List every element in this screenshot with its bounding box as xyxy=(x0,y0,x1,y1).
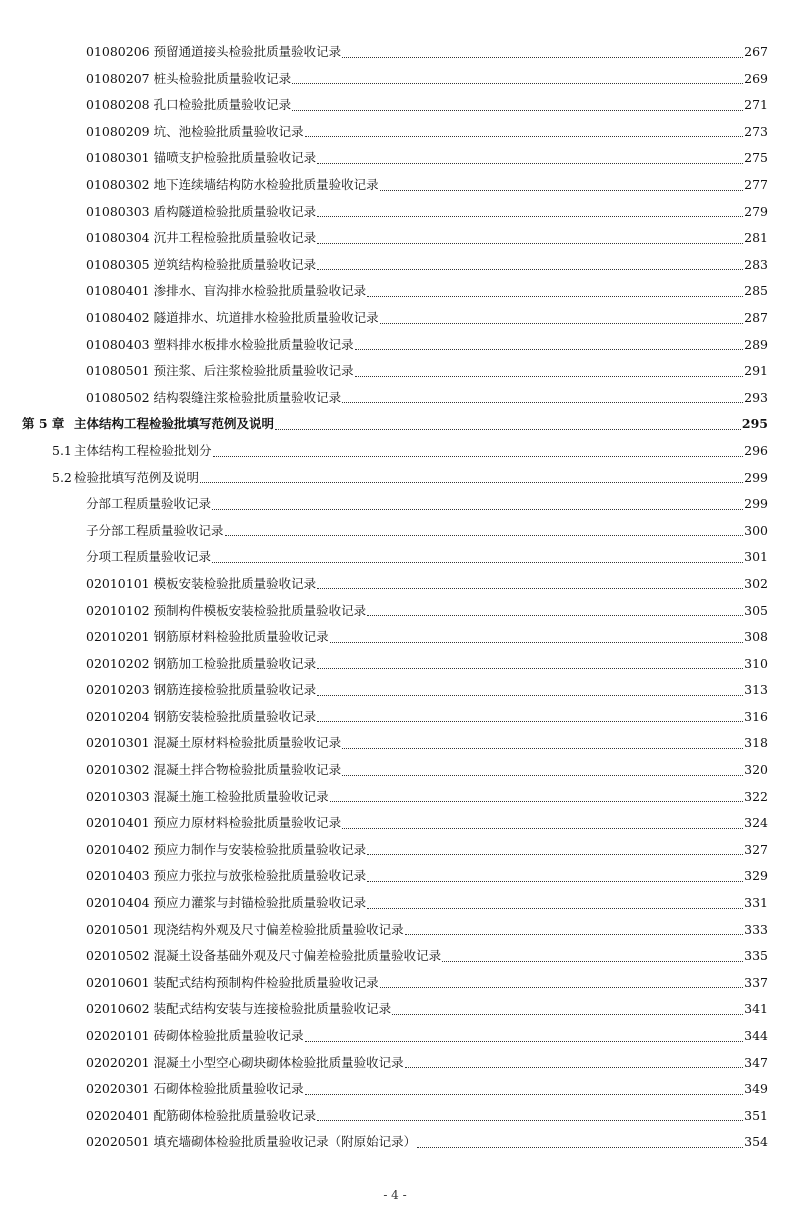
dot-leader xyxy=(442,960,743,962)
toc-entry-page-number: 296 xyxy=(744,442,768,458)
dot-leader xyxy=(342,401,743,403)
toc-entry[interactable] xyxy=(0,677,790,704)
dot-leader xyxy=(417,1146,743,1148)
toc-entry-label: 混凝土施工检验批质量验收记录 xyxy=(153,788,329,804)
dot-leader xyxy=(405,933,744,935)
toc-entry-title xyxy=(86,232,316,245)
toc-entry-label: 配筋砌体检验批质量验收记录 xyxy=(153,1107,317,1123)
toc-entry[interactable] xyxy=(0,544,790,571)
toc-entry[interactable] xyxy=(0,996,790,1023)
toc-entry-page-number: 301 xyxy=(744,549,768,565)
dot-leader xyxy=(367,295,743,297)
table-of-contents xyxy=(0,39,790,1156)
dot-leader xyxy=(213,455,744,457)
toc-entry-title xyxy=(86,256,317,272)
dot-leader xyxy=(275,428,741,430)
toc-entry[interactable] xyxy=(0,305,790,332)
toc-entry[interactable] xyxy=(0,784,790,811)
toc-entry-page-number: 341 xyxy=(744,1001,768,1017)
toc-entry-code: 01080401 xyxy=(86,283,150,299)
toc-entry[interactable] xyxy=(0,358,790,385)
dot-leader xyxy=(305,1040,744,1042)
toc-entry-label: 桩头检验批质量验收记录 xyxy=(153,70,292,86)
toc-entry-label: 混凝土原材料检验批质量验收记录 xyxy=(153,735,342,751)
toc-entry-title xyxy=(86,921,404,937)
toc-entry-label: 预应力制作与安装检验批质量验收记录 xyxy=(153,841,367,857)
toc-entry-page-number: 285 xyxy=(744,283,768,299)
toc-entry[interactable] xyxy=(0,332,790,359)
toc-entry-number: 5.2 xyxy=(52,469,72,485)
toc-entry-title xyxy=(86,1083,304,1096)
toc-entry-title xyxy=(86,764,341,777)
toc-entry-title xyxy=(86,950,441,963)
toc-entry-page-number: 327 xyxy=(744,841,768,857)
toc-entry[interactable] xyxy=(0,571,790,598)
toc-entry-page-number: 347 xyxy=(744,1054,768,1070)
toc-entry-title xyxy=(86,708,317,724)
toc-entry-label: 预应力灌浆与封锚检验批质量验收记录 xyxy=(153,895,367,911)
toc-entry[interactable] xyxy=(0,1076,790,1103)
dot-leader xyxy=(367,880,743,882)
toc-chapter-entry[interactable] xyxy=(0,411,790,438)
toc-entry-page-number: 295 xyxy=(741,416,768,432)
toc-entry-page-number: 349 xyxy=(744,1081,768,1097)
toc-entry-title xyxy=(74,418,274,431)
toc-entry-page-number: 305 xyxy=(744,602,768,618)
toc-entry-title xyxy=(86,1054,404,1070)
toc-entry-page-number: 337 xyxy=(744,974,768,990)
toc-entry-title xyxy=(86,389,342,405)
toc-entry-page-number: 283 xyxy=(744,256,768,272)
toc-entry-title xyxy=(74,442,212,458)
toc-entry-title xyxy=(86,655,317,671)
toc-entry-title xyxy=(86,974,379,990)
toc-entry-label: 钢筋加工检验批质量验收记录 xyxy=(153,655,317,671)
toc-entry[interactable] xyxy=(0,39,790,66)
dot-leader xyxy=(367,614,743,616)
toc-entry-title xyxy=(86,522,224,538)
toc-entry-page-number: 331 xyxy=(744,895,768,911)
toc-entry-label: 混凝土拌合物检验批质量验收记录 xyxy=(153,762,342,778)
toc-entry-label: 渗排水、盲沟排水检验批质量验收记录 xyxy=(153,283,367,299)
toc-entry-page-number: 351 xyxy=(744,1107,768,1123)
toc-entry-label: 现浇结构外观及尺寸偏差检验批质量验收记录 xyxy=(153,921,404,937)
dot-leader xyxy=(342,56,743,58)
dot-leader xyxy=(367,907,743,909)
toc-entry-title xyxy=(86,365,354,378)
toc-entry-page-number: 271 xyxy=(744,97,768,113)
dot-leader xyxy=(380,986,744,988)
toc-entry-code: 02010102 xyxy=(86,602,150,618)
toc-entry-code: 02020501 xyxy=(86,1134,150,1150)
toc-entry-code: 01080305 xyxy=(86,256,150,272)
toc-entry[interactable] xyxy=(0,917,790,944)
toc-entry-code: 01080402 xyxy=(86,309,150,325)
toc-entry-page-number: 320 xyxy=(744,762,768,778)
toc-entry[interactable] xyxy=(0,704,790,731)
toc-entry-code: 02010404 xyxy=(86,895,150,911)
toc-entry-label: 装配式结构预制构件检验批质量验收记录 xyxy=(153,974,379,990)
toc-entry-label: 混凝土设备基础外观及尺寸偏差检验批质量验收记录 xyxy=(153,948,442,964)
dot-leader xyxy=(200,481,743,483)
toc-entry-code: 02010401 xyxy=(86,815,150,831)
dot-leader xyxy=(305,135,744,137)
dot-leader xyxy=(355,348,744,350)
toc-entry-label: 钢筋连接检验批质量验收记录 xyxy=(153,682,317,698)
toc-entry[interactable] xyxy=(0,145,790,172)
toc-entry-label: 沉井工程检验批质量验收记录 xyxy=(153,230,317,246)
toc-entry[interactable] xyxy=(0,943,790,970)
dot-leader xyxy=(317,694,743,696)
toc-entry-number: 5.1 xyxy=(52,442,72,458)
dot-leader xyxy=(212,508,743,510)
toc-entry[interactable] xyxy=(0,863,790,890)
toc-entry[interactable] xyxy=(0,757,790,784)
dot-leader xyxy=(305,1093,744,1095)
toc-entry-label: 孔口检验批质量验收记录 xyxy=(153,97,292,113)
toc-entry-title xyxy=(86,203,317,219)
toc-entry[interactable] xyxy=(0,1050,790,1077)
toc-entry-label: 塑料排水板排水检验批质量验收记录 xyxy=(153,336,354,352)
toc-entry-code: 02020401 xyxy=(86,1107,150,1123)
toc-entry[interactable] xyxy=(0,119,790,146)
toc-entry-label: 主体结构工程检验批划分 xyxy=(74,442,212,458)
toc-entry-title xyxy=(86,285,366,298)
toc-entry-title xyxy=(86,46,341,59)
toc-entry-label: 锚喷支护检验批质量验收记录 xyxy=(153,150,317,166)
toc-entry-code: 01080501 xyxy=(86,363,150,379)
toc-entry-title xyxy=(86,1003,391,1016)
dot-leader xyxy=(380,189,744,191)
toc-entry-page-number: 329 xyxy=(744,868,768,884)
dot-leader xyxy=(317,720,743,722)
dot-leader xyxy=(342,827,743,829)
dot-leader xyxy=(330,641,744,643)
toc-entry-label: 钢筋安装检验批质量验收记录 xyxy=(153,708,317,724)
toc-entry-code: 01080303 xyxy=(86,203,150,219)
toc-entry-label: 预应力原材料检验批质量验收记录 xyxy=(153,815,342,831)
toc-entry[interactable] xyxy=(0,837,790,864)
toc-entry[interactable] xyxy=(0,810,790,837)
dot-leader xyxy=(225,534,744,536)
toc-entry-page-number: 308 xyxy=(744,629,768,645)
dot-leader xyxy=(292,82,743,84)
toc-section-entry[interactable] xyxy=(0,438,790,465)
toc-entry-label: 分项工程质量验收记录 xyxy=(86,549,212,565)
dot-leader xyxy=(317,268,743,270)
toc-entry[interactable] xyxy=(0,92,790,119)
toc-entry-code: 02010602 xyxy=(86,1001,150,1017)
toc-entry-code: 01080206 xyxy=(86,44,150,60)
toc-entry[interactable] xyxy=(0,1103,790,1130)
toc-entry-title xyxy=(86,817,341,830)
toc-entry-page-number: 273 xyxy=(744,123,768,139)
dot-leader xyxy=(317,587,743,589)
toc-entry[interactable] xyxy=(0,172,790,199)
dot-leader xyxy=(292,109,743,111)
toc-entry-label: 预注浆、后注浆检验批质量验收记录 xyxy=(153,363,354,379)
toc-entry-title xyxy=(86,498,211,511)
toc-entry-code: 02010204 xyxy=(86,708,150,724)
toc-entry-page-number: 344 xyxy=(744,1028,768,1044)
toc-entry-title xyxy=(86,70,292,86)
toc-entry-code: 02010202 xyxy=(86,655,150,671)
toc-entry[interactable] xyxy=(0,624,790,651)
toc-entry-label: 隧道排水、坑道排水检验批质量验收记录 xyxy=(153,309,379,325)
toc-entry-code: 02010601 xyxy=(86,974,150,990)
toc-entry-code: 02010101 xyxy=(86,575,150,591)
toc-entry-code: 01080304 xyxy=(86,230,150,246)
toc-entry[interactable] xyxy=(0,970,790,997)
toc-entry-page-number: 322 xyxy=(744,788,768,804)
toc-entry-title xyxy=(86,870,366,883)
toc-entry-title xyxy=(86,575,317,591)
toc-entry-label: 结构裂缝注浆检验批质量验收记录 xyxy=(153,389,342,405)
dot-leader xyxy=(317,667,743,669)
toc-entry-page-number: 289 xyxy=(744,336,768,352)
toc-entry-code: 02010201 xyxy=(86,629,150,645)
toc-entry-code: 02010501 xyxy=(86,921,150,937)
toc-entry-title xyxy=(86,1107,317,1123)
toc-entry-code: 02010403 xyxy=(86,868,150,884)
toc-entry-page-number: 335 xyxy=(744,948,768,964)
toc-entry-label: 钢筋原材料检验批质量验收记录 xyxy=(153,629,329,645)
dot-leader xyxy=(380,322,744,324)
toc-entry[interactable] xyxy=(0,491,790,518)
toc-entry-page-number: 293 xyxy=(744,389,768,405)
toc-entry-code: 02010203 xyxy=(86,682,150,698)
toc-entry[interactable] xyxy=(0,278,790,305)
toc-entry-label: 模板安装检验批质量验收记录 xyxy=(153,575,317,591)
toc-entry-label: 预应力张拉与放张检验批质量验收记录 xyxy=(153,868,367,884)
toc-entry-label: 逆筑结构检验批质量验收记录 xyxy=(153,256,317,272)
toc-entry-code: 02010303 xyxy=(86,788,150,804)
toc-entry-label: 坑、池检验批质量验收记录 xyxy=(153,123,304,139)
toc-entry-page-number: 299 xyxy=(744,496,768,512)
dot-leader xyxy=(392,1013,743,1015)
toc-entry-page-number: 277 xyxy=(744,177,768,193)
toc-entry-page-number: 313 xyxy=(744,682,768,698)
toc-entry-code: 02010301 xyxy=(86,735,150,751)
toc-section-entry[interactable] xyxy=(0,465,790,492)
toc-entry-label: 石砌体检验批质量验收记录 xyxy=(153,1081,304,1097)
toc-entry[interactable] xyxy=(0,651,790,678)
dot-leader xyxy=(212,561,743,563)
toc-entry-code: 01080208 xyxy=(86,97,150,113)
toc-entry-page-number: 281 xyxy=(744,230,768,246)
toc-entry-title xyxy=(86,631,329,644)
toc-entry[interactable] xyxy=(0,890,790,917)
toc-entry[interactable] xyxy=(0,225,790,252)
toc-entry-label: 分部工程质量验收记录 xyxy=(86,496,212,512)
dot-leader xyxy=(317,162,743,164)
toc-entry-title xyxy=(86,179,379,192)
toc-entry-title xyxy=(74,469,200,485)
dot-leader xyxy=(342,774,743,776)
toc-entry-page-number: 299 xyxy=(744,469,768,485)
toc-entry-label: 主体结构工程检验批填写范例及说明 xyxy=(74,416,275,432)
toc-entry[interactable] xyxy=(0,199,790,226)
toc-entry-page-number: 324 xyxy=(744,815,768,831)
toc-entry-page-number: 302 xyxy=(744,575,768,591)
toc-entry-title xyxy=(86,99,291,112)
toc-entry-page-number: 287 xyxy=(744,309,768,325)
toc-entry-page-number: 354 xyxy=(744,1134,768,1150)
toc-entry-page-number: 291 xyxy=(744,363,768,379)
toc-entry-page-number: 316 xyxy=(744,708,768,724)
toc-entry[interactable] xyxy=(0,1023,790,1050)
dot-leader xyxy=(367,853,743,855)
toc-entry[interactable] xyxy=(0,66,790,93)
dot-leader xyxy=(405,1066,744,1068)
toc-entry-title xyxy=(86,1030,304,1043)
toc-entry-title xyxy=(86,1136,416,1149)
toc-entry-code: 02020301 xyxy=(86,1081,150,1097)
toc-entry-number: 第 5 章 xyxy=(22,416,65,432)
toc-entry-title xyxy=(86,602,367,618)
toc-entry-title xyxy=(86,897,366,910)
toc-entry-title xyxy=(86,841,367,857)
toc-entry-page-number: 333 xyxy=(744,921,768,937)
toc-entry-page-number: 310 xyxy=(744,655,768,671)
toc-entry-code: 02020201 xyxy=(86,1054,150,1070)
toc-entry-code: 01080209 xyxy=(86,123,150,139)
toc-entry-page-number: 269 xyxy=(744,70,768,86)
toc-entry-label: 检验批填写范例及说明 xyxy=(74,469,200,485)
toc-entry-title xyxy=(86,788,329,804)
toc-entry-page-number: 318 xyxy=(744,735,768,751)
toc-entry-code: 02010402 xyxy=(86,841,150,857)
dot-leader xyxy=(355,375,744,377)
toc-entry-code: 02010502 xyxy=(86,948,150,964)
toc-entry-code: 02020101 xyxy=(86,1028,150,1044)
toc-entry-label: 预留通道接头检验批质量验收记录 xyxy=(153,44,342,60)
dot-leader xyxy=(317,242,743,244)
toc-entry-code: 01080502 xyxy=(86,389,150,405)
toc-entry-title xyxy=(86,336,354,352)
toc-entry-label: 砖砌体检验批质量验收记录 xyxy=(153,1028,304,1044)
toc-entry[interactable] xyxy=(0,385,790,412)
toc-entry-page-number: 275 xyxy=(744,150,768,166)
toc-entry-label: 地下连续墙结构防水检验批质量验收记录 xyxy=(153,177,379,193)
dot-leader xyxy=(342,747,743,749)
toc-entry[interactable] xyxy=(0,252,790,279)
toc-entry-code: 01080403 xyxy=(86,336,150,352)
toc-entry[interactable] xyxy=(0,1129,790,1156)
toc-entry-title xyxy=(86,309,379,325)
toc-entry-label: 装配式结构安装与连接检验批质量验收记录 xyxy=(153,1001,392,1017)
toc-entry-page-number: 267 xyxy=(744,44,768,60)
toc-entry-title xyxy=(86,737,341,750)
dot-leader xyxy=(317,215,743,217)
toc-entry-title xyxy=(86,123,304,139)
toc-entry-label: 预制构件模板安装检验批质量验收记录 xyxy=(153,602,367,618)
toc-entry-title xyxy=(86,684,316,697)
toc-entry-page-number: 279 xyxy=(744,203,768,219)
toc-entry[interactable] xyxy=(0,597,790,624)
dot-leader xyxy=(317,1119,743,1121)
toc-entry-label: 混凝土小型空心砌块砌体检验批质量验收记录 xyxy=(153,1054,404,1070)
toc-entry-title xyxy=(86,551,211,564)
toc-entry-page-number: 300 xyxy=(744,522,768,538)
dot-leader xyxy=(330,800,744,802)
toc-entry-label: 子分部工程质量验收记录 xyxy=(86,522,224,538)
toc-entry-code: 01080302 xyxy=(86,177,150,193)
toc-entry[interactable] xyxy=(0,518,790,545)
toc-entry-code: 01080301 xyxy=(86,150,150,166)
toc-entry-label: 填充墙砌体检验批质量验收记录（附原始记录） xyxy=(153,1134,417,1150)
toc-entry-title xyxy=(86,152,316,165)
toc-entry-code: 01080207 xyxy=(86,70,150,86)
toc-entry-code: 02010302 xyxy=(86,762,150,778)
toc-entry-label: 盾构隧道检验批质量验收记录 xyxy=(153,203,317,219)
page-number: - 4 - xyxy=(383,1188,407,1202)
toc-entry[interactable] xyxy=(0,730,790,757)
